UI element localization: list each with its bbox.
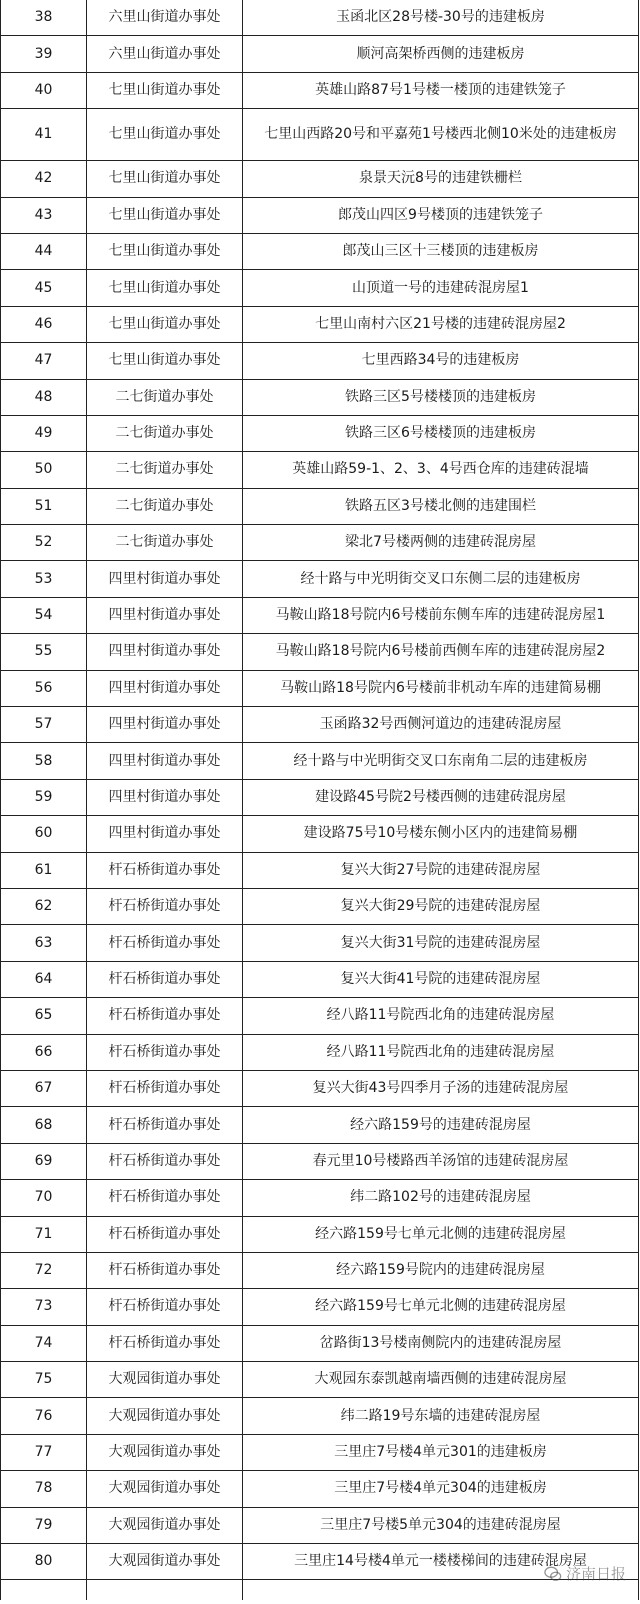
row-office: 杆石桥街道办事处 — [87, 925, 243, 960]
table-row — [1, 1471, 639, 1507]
table-row — [1, 270, 639, 306]
row-number: 55 — [1, 634, 87, 669]
row-location: 建设路45号院2号楼西侧的违建砖混房屋 — [243, 780, 639, 815]
row-number: 61 — [1, 853, 87, 888]
row-number: 38 — [1, 0, 87, 35]
row-number: 63 — [1, 925, 87, 960]
watermark-text: 济南日报 — [565, 1565, 626, 1583]
row-number: 74 — [1, 1326, 87, 1361]
row-number: 49 — [1, 416, 87, 451]
row-number: 50 — [1, 452, 87, 487]
row-number: 67 — [1, 1071, 87, 1106]
table-row — [1, 962, 639, 998]
table-row — [1, 380, 639, 416]
row-location: 三里庄7号楼4单元301的违建板房 — [243, 1435, 639, 1470]
table-row — [1, 1326, 639, 1362]
row-location: 泉景天沅8号的违建铁栅栏 — [243, 161, 639, 196]
row-location: 经十路与中光明街交叉口东南角二层的违建板房 — [243, 743, 639, 778]
row-location: 七里山西路20号和平嘉苑1号楼西北侧10米处的违建板房 — [243, 109, 639, 160]
table-row — [1, 1253, 639, 1289]
table-row — [1, 0, 639, 36]
row-number: 45 — [1, 270, 87, 305]
row-office: 杆石桥街道办事处 — [87, 1071, 243, 1106]
row-location: 纬二路19号东墙的违建砖混房屋 — [243, 1398, 639, 1433]
wechat-icon — [544, 1565, 562, 1583]
row-number: 73 — [1, 1289, 87, 1324]
table-row — [1, 1398, 639, 1434]
row-location: 经十路与中光明街交叉口东侧二层的违建板房 — [243, 561, 639, 596]
row-number: 46 — [1, 307, 87, 342]
row-location: 马鞍山路18号院内6号楼前非机动车库的违建简易棚 — [243, 671, 639, 706]
row-location: 纬二路102号的违建砖混房屋 — [243, 1180, 639, 1215]
row-office: 大观园街道办事处 — [87, 1435, 243, 1470]
table-row — [1, 1035, 639, 1071]
row-location: 复兴大街31号院的违建砖混房屋 — [243, 925, 639, 960]
row-location: 经六路159号院内的违建砖混房屋 — [243, 1253, 639, 1288]
row-number: 65 — [1, 998, 87, 1033]
table-row — [1, 343, 639, 379]
row-office: 杆石桥街道办事处 — [87, 1289, 243, 1324]
row-office: 大观园街道办事处 — [87, 1362, 243, 1397]
table-row — [1, 780, 639, 816]
row-office: 大观园街道办事处 — [87, 1508, 243, 1543]
row-number: 72 — [1, 1253, 87, 1288]
row-office: 四里村街道办事处 — [87, 634, 243, 669]
row-location: 山顶道一号的违建砖混房屋1 — [243, 270, 639, 305]
table-row — [1, 307, 639, 343]
row-office: 四里村街道办事处 — [87, 561, 243, 596]
table-row — [1, 998, 639, 1034]
row-number: 64 — [1, 962, 87, 997]
row-office: 杆石桥街道办事处 — [87, 1217, 243, 1252]
row-office: 二七街道办事处 — [87, 452, 243, 487]
row-office: 杆石桥街道办事处 — [87, 889, 243, 924]
row-number: 43 — [1, 198, 87, 233]
row-location: 经六路159号七单元北侧的违建砖混房屋 — [243, 1217, 639, 1252]
row-location: 玉函路32号西侧河道边的违建砖混房屋 — [243, 707, 639, 742]
row-location: 三里庄14号楼4单元一楼楼梯间的违建砖混房屋 — [243, 1544, 639, 1579]
row-office: 六里山街道办事处 — [87, 36, 243, 71]
row-office: 杆石桥街道办事处 — [87, 853, 243, 888]
table-row — [1, 525, 639, 561]
row-number: 77 — [1, 1435, 87, 1470]
row-office: 四里村街道办事处 — [87, 780, 243, 815]
row-number: 52 — [1, 525, 87, 560]
row-number: 59 — [1, 780, 87, 815]
row-number: 60 — [1, 816, 87, 851]
watermark — [544, 1563, 626, 1584]
row-location: 复兴大街43号四季月子汤的违建砖混房屋 — [243, 1071, 639, 1106]
row-office: 杆石桥街道办事处 — [87, 1035, 243, 1070]
table-row — [1, 1180, 639, 1216]
table-row — [1, 853, 639, 889]
empty-cell — [1, 1580, 87, 1600]
row-location: 经六路159号的违建砖混房屋 — [243, 1107, 639, 1142]
row-office: 杆石桥街道办事处 — [87, 1253, 243, 1288]
row-location: 梁北7号楼两侧的违建砖混房屋 — [243, 525, 639, 560]
table-row — [1, 634, 639, 670]
row-number: 47 — [1, 343, 87, 378]
row-office: 杆石桥街道办事处 — [87, 998, 243, 1033]
row-office: 杆石桥街道办事处 — [87, 1144, 243, 1179]
row-number: 39 — [1, 36, 87, 71]
table-row — [1, 816, 639, 852]
row-office: 杆石桥街道办事处 — [87, 1326, 243, 1361]
table-row — [1, 1071, 639, 1107]
row-location: 英雄山路87号1号楼一楼顶的违建铁笼子 — [243, 73, 639, 108]
row-office: 二七街道办事处 — [87, 525, 243, 560]
row-office: 杆石桥街道办事处 — [87, 1107, 243, 1142]
row-number: 71 — [1, 1217, 87, 1252]
row-location: 大观园东泰凯越南墙西侧的违建砖混房屋 — [243, 1362, 639, 1397]
row-number: 68 — [1, 1107, 87, 1142]
row-location: 建设路75号10号楼东侧小区内的违建简易棚 — [243, 816, 639, 851]
table-row — [1, 707, 639, 743]
row-location: 复兴大街41号院的违建砖混房屋 — [243, 962, 639, 997]
row-office: 四里村街道办事处 — [87, 743, 243, 778]
table-row — [1, 1362, 639, 1398]
table-row — [1, 1508, 639, 1544]
row-office: 七里山街道办事处 — [87, 270, 243, 305]
row-location: 铁路三区5号楼楼顶的违建板房 — [243, 380, 639, 415]
row-number: 48 — [1, 380, 87, 415]
row-number: 58 — [1, 743, 87, 778]
row-location: 三里庄7号楼4单元304的违建板房 — [243, 1471, 639, 1506]
row-number: 76 — [1, 1398, 87, 1433]
row-number: 79 — [1, 1508, 87, 1543]
table-row — [1, 234, 639, 270]
row-office: 七里山街道办事处 — [87, 109, 243, 160]
row-number: 56 — [1, 671, 87, 706]
table-row — [1, 671, 639, 707]
row-office: 杆石桥街道办事处 — [87, 962, 243, 997]
table-row — [1, 109, 639, 161]
row-number: 51 — [1, 489, 87, 524]
row-location: 七里山南村六区21号楼的违建砖混房屋2 — [243, 307, 639, 342]
row-office: 七里山街道办事处 — [87, 234, 243, 269]
row-number: 69 — [1, 1144, 87, 1179]
row-number: 78 — [1, 1471, 87, 1506]
row-location: 郎茂山四区9号楼顶的违建铁笼子 — [243, 198, 639, 233]
row-office: 四里村街道办事处 — [87, 598, 243, 633]
row-number: 70 — [1, 1180, 87, 1215]
row-office: 七里山街道办事处 — [87, 73, 243, 108]
row-location: 复兴大街27号院的违建砖混房屋 — [243, 853, 639, 888]
row-office: 四里村街道办事处 — [87, 816, 243, 851]
row-office: 大观园街道办事处 — [87, 1398, 243, 1433]
row-number: 75 — [1, 1362, 87, 1397]
row-number: 42 — [1, 161, 87, 196]
table-row — [1, 198, 639, 234]
row-number: 54 — [1, 598, 87, 633]
row-location: 复兴大街29号院的违建砖混房屋 — [243, 889, 639, 924]
row-number: 57 — [1, 707, 87, 742]
row-office: 杆石桥街道办事处 — [87, 1180, 243, 1215]
row-office: 二七街道办事处 — [87, 489, 243, 524]
row-office: 四里村街道办事处 — [87, 671, 243, 706]
row-office: 七里山街道办事处 — [87, 343, 243, 378]
row-office: 大观园街道办事处 — [87, 1544, 243, 1579]
table-row — [1, 1289, 639, 1325]
row-location: 玉函北区28号楼-30号的违建板房 — [243, 0, 639, 35]
table-row — [1, 1217, 639, 1253]
row-number: 53 — [1, 561, 87, 596]
row-location: 铁路三区6号楼楼顶的违建板房 — [243, 416, 639, 451]
row-number: 44 — [1, 234, 87, 269]
row-location: 马鞍山路18号院内6号楼前东侧车库的违建砖混房屋1 — [243, 598, 639, 633]
row-number: 66 — [1, 1035, 87, 1070]
table-row — [1, 416, 639, 452]
table-row — [1, 561, 639, 597]
row-location: 经八路11号院西北角的违建砖混房屋 — [243, 998, 639, 1033]
table-row — [1, 1435, 639, 1471]
row-office: 四里村街道办事处 — [87, 707, 243, 742]
row-location: 铁路五区3号楼北侧的违建围栏 — [243, 489, 639, 524]
table-row — [1, 1107, 639, 1143]
table-row — [1, 36, 639, 72]
table-row — [1, 743, 639, 779]
table-row — [1, 925, 639, 961]
table-row — [1, 452, 639, 488]
row-number: 80 — [1, 1544, 87, 1579]
row-office: 七里山街道办事处 — [87, 161, 243, 196]
table-row — [1, 889, 639, 925]
row-office: 七里山街道办事处 — [87, 307, 243, 342]
row-location: 英雄山路59-1、2、3、4号西仓库的违建砖混墙 — [243, 452, 639, 487]
row-location: 经六路159号七单元北侧的违建砖混房屋 — [243, 1289, 639, 1324]
row-number: 62 — [1, 889, 87, 924]
table-row — [1, 1144, 639, 1180]
table-row — [1, 598, 639, 634]
row-office: 大观园街道办事处 — [87, 1471, 243, 1506]
row-office: 六里山街道办事处 — [87, 0, 243, 35]
row-location: 郎茂山三区十三楼顶的违建板房 — [243, 234, 639, 269]
row-location: 三里庄7号楼5单元304的违建砖混房屋 — [243, 1508, 639, 1543]
row-location: 马鞍山路18号院内6号楼前西侧车库的违建砖混房屋2 — [243, 634, 639, 669]
row-office: 七里山街道办事处 — [87, 198, 243, 233]
row-location: 岔路街13号楼南侧院内的违建砖混房屋 — [243, 1326, 639, 1361]
row-number: 41 — [1, 109, 87, 160]
row-location: 经八路11号院西北角的违建砖混房屋 — [243, 1035, 639, 1070]
table-row — [1, 489, 639, 525]
row-office: 二七街道办事处 — [87, 380, 243, 415]
table-row — [1, 73, 639, 109]
table-row — [1, 161, 639, 197]
row-office: 二七街道办事处 — [87, 416, 243, 451]
row-location: 七里西路34号的违建板房 — [243, 343, 639, 378]
row-number: 40 — [1, 73, 87, 108]
row-location: 顺河高架桥西侧的违建板房 — [243, 36, 639, 71]
row-location: 春元里10号楼路西羊汤馆的违建砖混房屋 — [243, 1144, 639, 1179]
empty-cell — [87, 1580, 243, 1600]
